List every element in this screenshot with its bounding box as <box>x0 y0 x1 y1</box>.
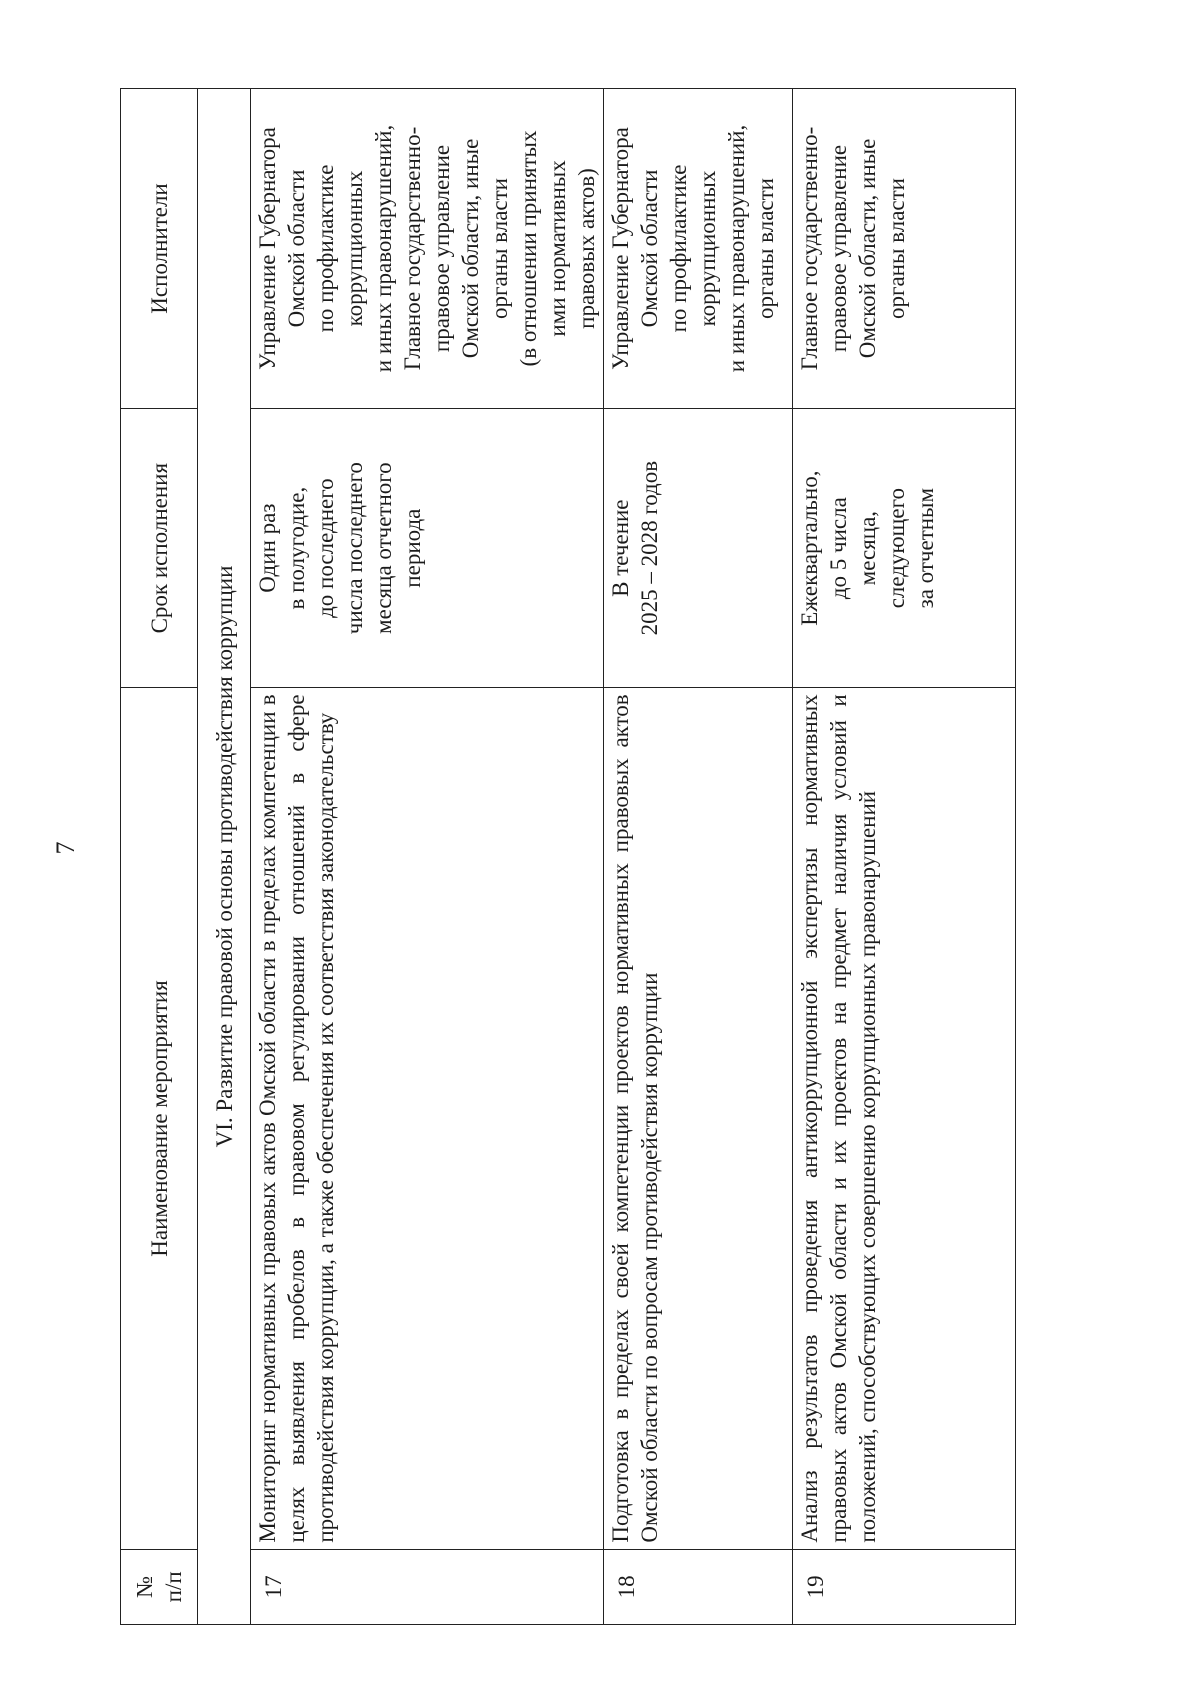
row-executors: Управление Губернатора Омской области по профилактике коррупционных и иных правонарушений, Главное государственно- правовое управление Омской области, иные органы власти (в отношении принятых ими нормативных правовых актов) <box>251 89 604 409</box>
table-header-row <box>121 89 198 1625</box>
table-row <box>793 89 1016 1625</box>
row-executors: Управление Губернатора Омской области по профилактике коррупционных и иных правонарушений, органы власти <box>604 89 793 409</box>
header-term: Срок исполнения <box>121 408 198 687</box>
header-name: Наименование мероприятия <box>121 688 198 1549</box>
row-name: Анализ результатов проведения антикоррупционной экспертизы нормативных правовых актов Омской области и их проектов на предмет наличия условий и положений, способствующих совершению коррупционных правонарушений <box>793 688 1016 1549</box>
measures-table <box>120 88 1016 1625</box>
section-title: VI. Развитие правовой основы противодействия коррупции <box>198 89 251 1625</box>
row-executors: Главное государственно- правовое управление Омской области, иные органы власти <box>793 89 1016 409</box>
row-number: 18 <box>604 1549 793 1624</box>
header-number: № п/п <box>121 1549 198 1624</box>
row-name: Подготовка в пределах своей компетенции проектов нормативных правовых актов Омской области по вопросам противодействия коррупции <box>604 688 793 1549</box>
section-row <box>198 89 251 1625</box>
rotated-table-container <box>120 88 1200 1625</box>
row-number: 17 <box>251 1549 604 1624</box>
table-row <box>604 89 793 1625</box>
header-executors: Исполнители <box>121 89 198 409</box>
table-row <box>251 89 604 1625</box>
page-number: 7 <box>51 841 80 855</box>
row-term: Один раз в полугодие, до последнего числа последнего месяца отчетного периода <box>251 408 604 687</box>
row-name: Мониторинг нормативных правовых актов Омской области в пределах компетенции в целях выявления пробелов в правовом регулировании отношений в сфере противодействия коррупции, а также обеспечения их соответствия законодательству <box>251 688 604 1549</box>
row-term: Ежеквартально, до 5 числа месяца, следующего за отчетным <box>793 408 1016 687</box>
row-number: 19 <box>793 1549 1016 1624</box>
row-term: В течение 2025 – 2028 годов <box>604 408 793 687</box>
